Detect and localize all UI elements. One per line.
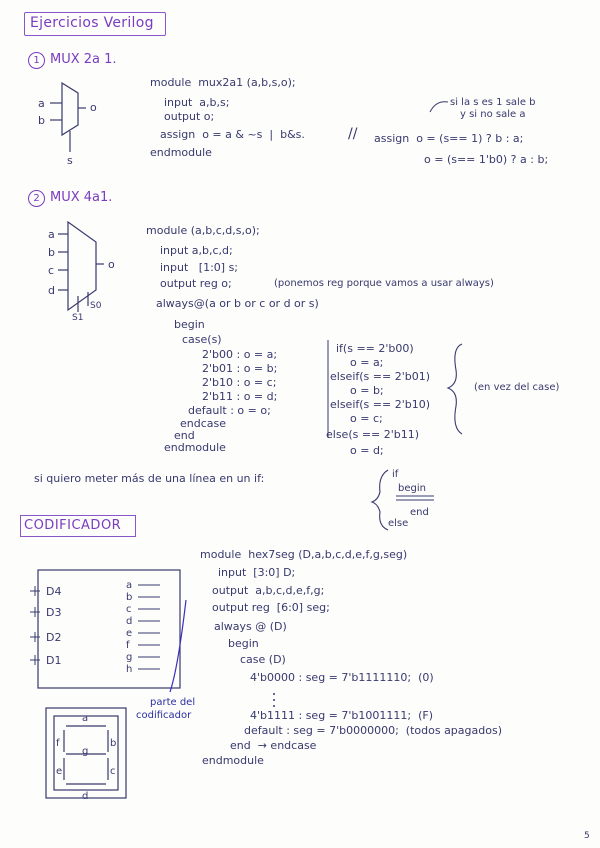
mux4-label-c: c [48, 264, 55, 277]
multiline-note: si quiero meter más de una línea en un if: [34, 472, 265, 485]
if-code-line: elseif(s == 2'b10) [330, 398, 430, 411]
mux4-label-s0: S0 [90, 301, 102, 311]
mux4-code-line: begin [174, 318, 205, 331]
if-code-line: o = c; [350, 412, 383, 425]
encoder-caption: codificador [136, 710, 192, 721]
mux2-label-a: a [38, 97, 45, 110]
mux4a1-symbol [58, 222, 104, 312]
if-code-line: elseif(s == 2'b01) [330, 370, 430, 383]
cod-code-line: case (D) [240, 653, 286, 666]
multiline-item: begin [398, 483, 426, 494]
mux2-code-line: endmodule [150, 146, 212, 159]
page-mark: 5 [584, 831, 590, 841]
mux2-alt-code: o = (s== 1'b0) ? a : b; [424, 153, 549, 166]
multiline-item: else [388, 518, 409, 529]
mux4-code-line: module (a,b,c,d,s,o); [146, 224, 260, 237]
mux4-code-line: 2'b00 : o = a; [202, 348, 278, 361]
encoder-output-label: g [126, 652, 133, 663]
mux4-code-line: end [174, 429, 195, 442]
cod-code-line: default : seg = 7'b0000000; (todos apagados) [244, 724, 502, 737]
mux2-alt-code: assign o = (s== 1) ? b : a; [374, 132, 524, 145]
encoder-input-label: D2 [46, 631, 62, 644]
if-code-line: o = a; [350, 356, 384, 369]
alt-separator: // [348, 126, 358, 142]
mux4-code-line: 2'b10 : o = c; [202, 376, 277, 389]
encoder-input-label: D3 [46, 606, 62, 619]
cod-code-line: 4'b0000 : seg = 7'b1111110; (0) [250, 671, 434, 684]
encoder-output-label: h [126, 664, 133, 675]
mux4-code-line: 2'b01 : o = b; [202, 362, 278, 375]
multiline-item: end [410, 507, 429, 518]
cod-code-line: begin [228, 637, 259, 650]
seg-label-d: d [82, 791, 89, 802]
note-arrow [430, 102, 448, 112]
section-1-number: 1 [28, 52, 45, 69]
mux4-label-s1: S1 [72, 313, 84, 323]
mux2-label-s: s [67, 154, 73, 167]
mux4-label-b: b [48, 246, 55, 259]
encoder-output-label: c [126, 604, 132, 615]
encoder-output-label: a [126, 580, 133, 591]
right-brace [448, 344, 462, 434]
mux4-code-line: endmodule [164, 441, 226, 454]
seg-label-e: e [56, 766, 63, 777]
encoder-caption: parte del [150, 697, 196, 708]
if-note: (en vez del case) [474, 382, 560, 393]
mux4-code-line: default : o = o; [188, 404, 271, 417]
section-2-number: 2 [28, 190, 45, 207]
if-code-line: if(s == 2'b00) [336, 342, 414, 355]
encoder-input-label: D4 [46, 585, 62, 598]
cod-code-line: module hex7seg (D,a,b,c,d,e,f,g,seg) [200, 548, 408, 561]
section-2-heading: MUX 4a1. [50, 190, 113, 205]
cod-code-line: output reg [6:0] seg; [212, 601, 330, 614]
cod-code-line: 4'b1111 : seg = 7'b1001111; (F) [250, 709, 433, 722]
multiline-brace [372, 470, 388, 530]
multiline-item: if [392, 469, 399, 480]
cod-code-line: always @ (D) [214, 620, 287, 633]
cod-code-line: end → endcase [230, 739, 317, 752]
mux4-code-line: output reg o; [160, 277, 232, 290]
mux2a1-symbol [50, 83, 86, 152]
mux4-label-d: d [48, 284, 55, 297]
mux4-label-a: a [48, 228, 55, 241]
mux2-code-line: module mux2a1 (a,b,s,o); [150, 76, 296, 89]
seg-label-f: f [56, 738, 60, 749]
encoder-output-label: d [126, 616, 133, 627]
if-code-line: else(s == 2'b11) [326, 428, 420, 441]
mux4-code-line: input a,b,c,d; [160, 244, 233, 257]
if-code-line: o = b; [350, 384, 384, 397]
section-1-heading: MUX 2a 1. [50, 52, 117, 67]
mux4-code-line: endcase [180, 417, 227, 430]
encoder-output-label: b [126, 592, 133, 603]
seg-label-b: b [110, 738, 117, 749]
page-title: Ejercicios Verilog [30, 15, 154, 31]
mux4-code-line: input [1:0] s; [160, 261, 239, 274]
mux2-code-line: assign o = a & ~s | b&s. [160, 128, 305, 141]
mux2-label-b: b [38, 114, 45, 127]
mux2-note: y si no sale a [460, 109, 526, 120]
mux4-label-o: o [108, 258, 115, 271]
mux2-code-line: input a,b,s; [164, 96, 230, 109]
mux2-note: si la s es 1 sale b [450, 97, 536, 108]
encoder-input-label: D1 [46, 654, 62, 667]
cod-code-line: output a,b,c,d,e,f,g; [212, 584, 325, 597]
encoder-output-label: f [126, 640, 130, 651]
mux4-code-line: 2'b11 : o = d; [202, 390, 278, 403]
reg-note: (ponemos reg porque vamos a usar always) [274, 278, 494, 289]
caption-pointer [170, 600, 186, 692]
seg-label-g: g [82, 746, 89, 757]
encoder-output-lines [138, 585, 160, 669]
cod-code-line: input [3:0] D; [218, 566, 296, 579]
encoder-output-label: e [126, 628, 133, 639]
mux2-label-o: o [90, 101, 97, 114]
mux4-code-line: always@(a or b or c or d or s) [156, 297, 319, 310]
cod-code-line: endmodule [202, 754, 264, 767]
mux4-code-line: case(s) [182, 333, 222, 346]
seg-label-c: c [110, 766, 116, 777]
mux2-code-line: output o; [164, 110, 215, 123]
codificador-heading: CODIFICADOR [24, 518, 122, 533]
seg-label-a: a [82, 713, 89, 724]
if-code-line: o = d; [350, 444, 384, 457]
